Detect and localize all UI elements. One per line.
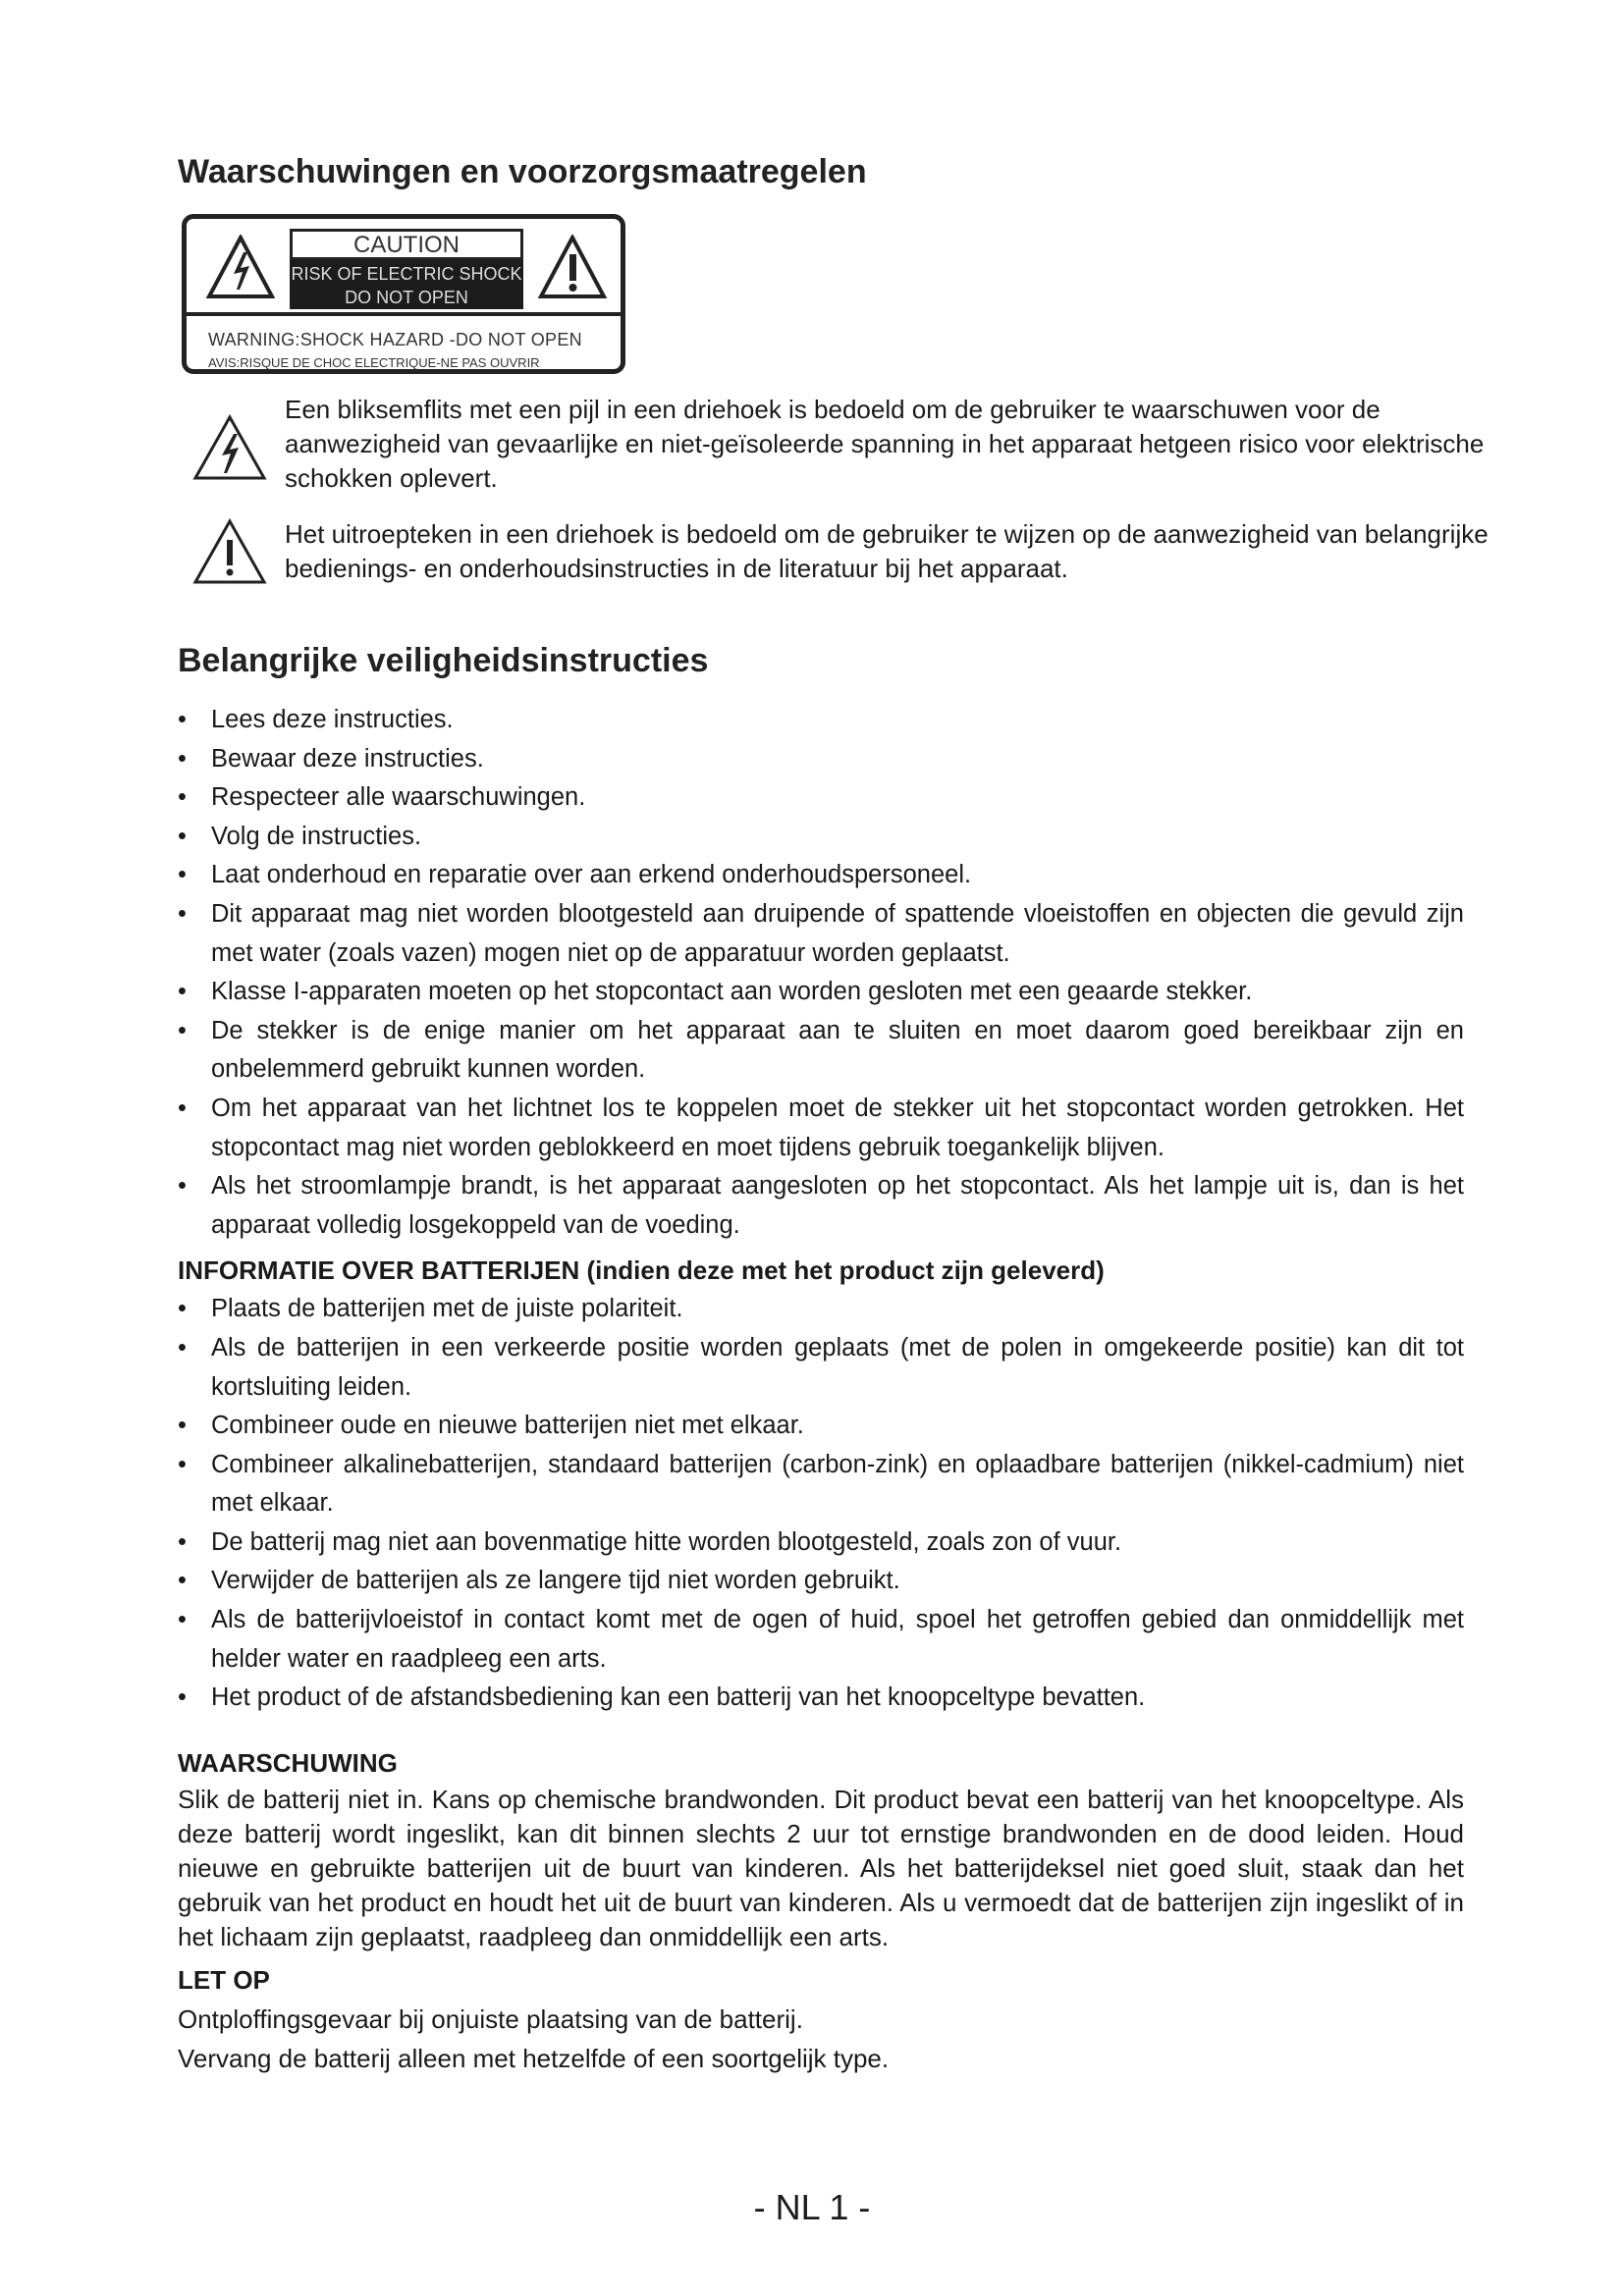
list-item: • Als de batterijvloeistof in contact komt met de ogen of huid, spoel het getroffen gebied dan onmiddellijk met helder water en raadpleeg een arts. bbox=[178, 1601, 1464, 1679]
list-item: • Bewaar deze instructies. bbox=[178, 740, 1464, 779]
caution-line: Ontploffingsgevaar bij onjuiste plaatsing van de batterij. bbox=[178, 2004, 803, 2034]
exclamation-triangle-icon bbox=[192, 518, 267, 585]
lightning-warning-icon bbox=[206, 235, 275, 299]
battery-heading: INFORMATIE OVER BATTERIJEN (indien deze met het product zijn geleverd) bbox=[178, 1255, 1105, 1286]
list-item: • Combineer alkalinebatterijen, standaard batterijen (carbon-zink) en oplaadbare batterijen (nikkel-cadmium) niet met elkaar. bbox=[178, 1446, 1464, 1523]
list-item: • Lees deze instructies. bbox=[178, 701, 1464, 740]
lightning-description: Een bliksemflits met een pijl in een driehoek is bedoeld om de gebruiker te waarschuwen voor de aanwezigheid van gevaarlijke en niet-geïsoleerde spanning in het apparaat hetgeen risico voor elektrische schokken oplevert. bbox=[285, 395, 1485, 493]
list-item: • Laat onderhoud en reparatie over aan erkend onderhoudspersoneel. bbox=[178, 856, 1464, 895]
lightning-triangle-icon bbox=[192, 414, 267, 481]
safety-section bbox=[178, 701, 1464, 1718]
list-item: • De batterij mag niet aan bovenmatige hitte worden blootgesteld, zoals zon of vuur. bbox=[178, 1523, 1464, 1563]
do-not-open-text: DO NOT OPEN bbox=[345, 288, 468, 307]
safety-heading: Belangrijke veiligheidsinstructies bbox=[178, 642, 709, 679]
exclamation-warning-icon bbox=[538, 235, 607, 299]
warning-heading: WAARSCHUWING bbox=[178, 1748, 398, 1778]
list-item: • Als de batterijen in een verkeerde positie worden geplaats (met de polen in omgekeerde positie) kan dit tot kortsluiting leiden. bbox=[178, 1329, 1464, 1407]
caution-line: Vervang de batterij alleen met hetzelfde of een soortgelijk type. bbox=[178, 2044, 890, 2073]
list-item: • Volg de instructies. bbox=[178, 818, 1464, 857]
caution-heading: LET OP bbox=[178, 1965, 270, 1995]
page-number: - NL 1 - bbox=[753, 2187, 871, 2227]
safety-list bbox=[178, 701, 1464, 1245]
list-item: • Combineer oude en nieuwe batterijen niet met elkaar. bbox=[178, 1407, 1464, 1446]
caution-label bbox=[182, 214, 625, 374]
list-item: • Klasse I-apparaten moeten op het stopcontact aan worden gesloten met een geaarde stekker. bbox=[178, 973, 1464, 1012]
warning-text: Slik de batterij niet in. Kans op chemische brandwonden. Dit product bevat een batterij van het knoopceltype. Als deze batterij wordt ingeslikt, kan dit binnen slechts 2 uur tot ernstige brandwonden en de dood leiden. Houd nieuwe en gebruikte batterijen uit de buurt van kinderen. Als het batterijdeksel niet goed sluit, staak dan het gebruik van het product en houdt het uit de buurt van kinderen. Als u vermoedt dat de batterijen zijn ingeslikt of in het lichaam zijn geplaatst, raadpleeg dan onmiddellijk een arts. bbox=[178, 1785, 1464, 1951]
list-item: • Verwijder de batterijen als ze langere tijd niet worden gebruikt. bbox=[178, 1562, 1464, 1601]
list-item: • Als het stroomlampje brandt, is het apparaat aangesloten op het stopcontact. Als het lampje uit is, dan is het apparaat volledig losgekoppeld van de voeding. bbox=[178, 1167, 1464, 1245]
list-item: • Respecteer alle waarschuwingen. bbox=[178, 778, 1464, 818]
list-item: • De stekker is de enige manier om het apparaat aan te sluiten en moet daarom goed bereikbaar zijn en onbelemmerd gebruikt kunnen worden. bbox=[178, 1012, 1464, 1090]
risk-text: RISK OF ELECTRIC SHOCK bbox=[291, 264, 522, 284]
avis-text: AVIS:RISQUE DE CHOC ELECTRIQUE-NE PAS OUVRIR bbox=[208, 355, 540, 370]
page-title: Waarschuwingen en voorzorgsmaatregelen bbox=[178, 153, 867, 190]
list-item: • Om het apparaat van het lichtnet los te koppelen moet de stekker uit het stopcontact worden getrokken. Het stopcontact mag niet worden geblokkeerd en moet tijdens gebruik toegankelijk blijven. bbox=[178, 1090, 1464, 1167]
list-item: • Het product of de afstandsbediening kan een batterij van het knoopceltype bevatten. bbox=[178, 1679, 1464, 1718]
exclamation-description: Het uitroepteken in een driehoek is bedoeld om de gebruiker te wijzen op de aanwezigheid van belangrijke bedienings- en onderhoudsinstructies in de literatuur bij het apparaat. bbox=[285, 519, 1489, 583]
warning-text: WARNING:SHOCK HAZARD -DO NOT OPEN bbox=[208, 330, 582, 349]
list-item: • Plaats de batterijen met de juiste polariteit. bbox=[178, 1290, 1464, 1329]
list-item: • Dit apparaat mag niet worden blootgesteld aan druipende of spattende vloeistoffen en objecten die gevuld zijn met water (zoals vazen) mogen niet op de apparatuur worden geplaatst. bbox=[178, 895, 1464, 973]
caution-heading: CAUTION bbox=[290, 229, 523, 260]
battery-list bbox=[178, 1290, 1464, 1718]
